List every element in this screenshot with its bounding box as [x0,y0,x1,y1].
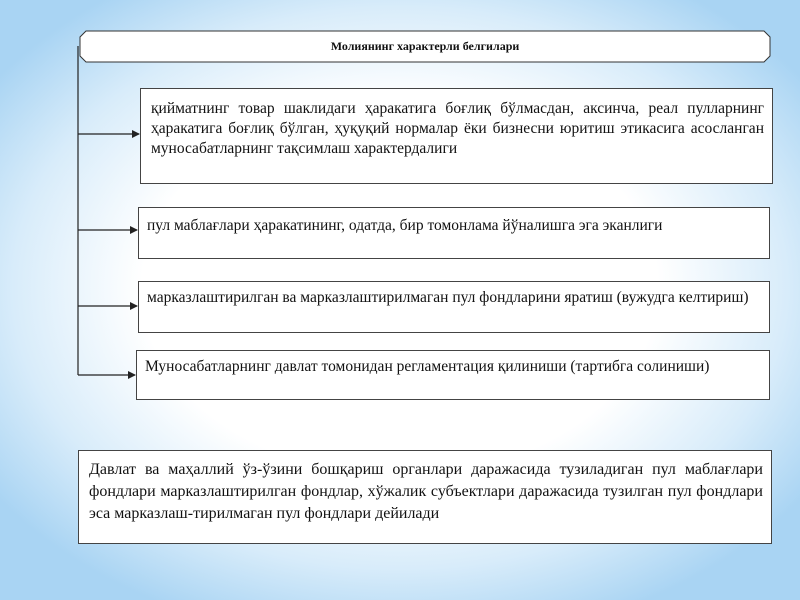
feature-box-1: қийматнинг товар шаклидаги ҳаракатига боғлиқ бўлмасдан, аксинча, реал пулларнинг ҳаракатига боғлиқ бўлган, ҳуқуқий нормалар ёки бизнесни юритиш этикасига асосланган муносабатларнинг тақсимлаш характердалиги [140,88,773,184]
diagram-title: Молиянинг характерли белгилари [330,38,520,53]
feature-box-2: пул маблағлари ҳаракатининг, одатда, бир томонлама йўналишга эга эканлиги [138,207,770,259]
feature-box-4: Муносабатларнинг давлат томонидан регламентация қилиниши (тартибга солиниши) [136,350,770,400]
note-box: Давлат ва маҳаллий ўз-ўзини бошқариш органлари даражасида тузиладиган пул маблағлари фондлари марказлаштирилган фондлар, хўжалик субъектлари даражасида тузилган пул фондлари эса марказлаш-тирилмаган пул фондлари дейилади [78,450,772,544]
feature-box-3: марказлаштирилган ва марказлаштирилмаган пул фондларини яратиш (вужудга келтириш) [138,281,770,333]
